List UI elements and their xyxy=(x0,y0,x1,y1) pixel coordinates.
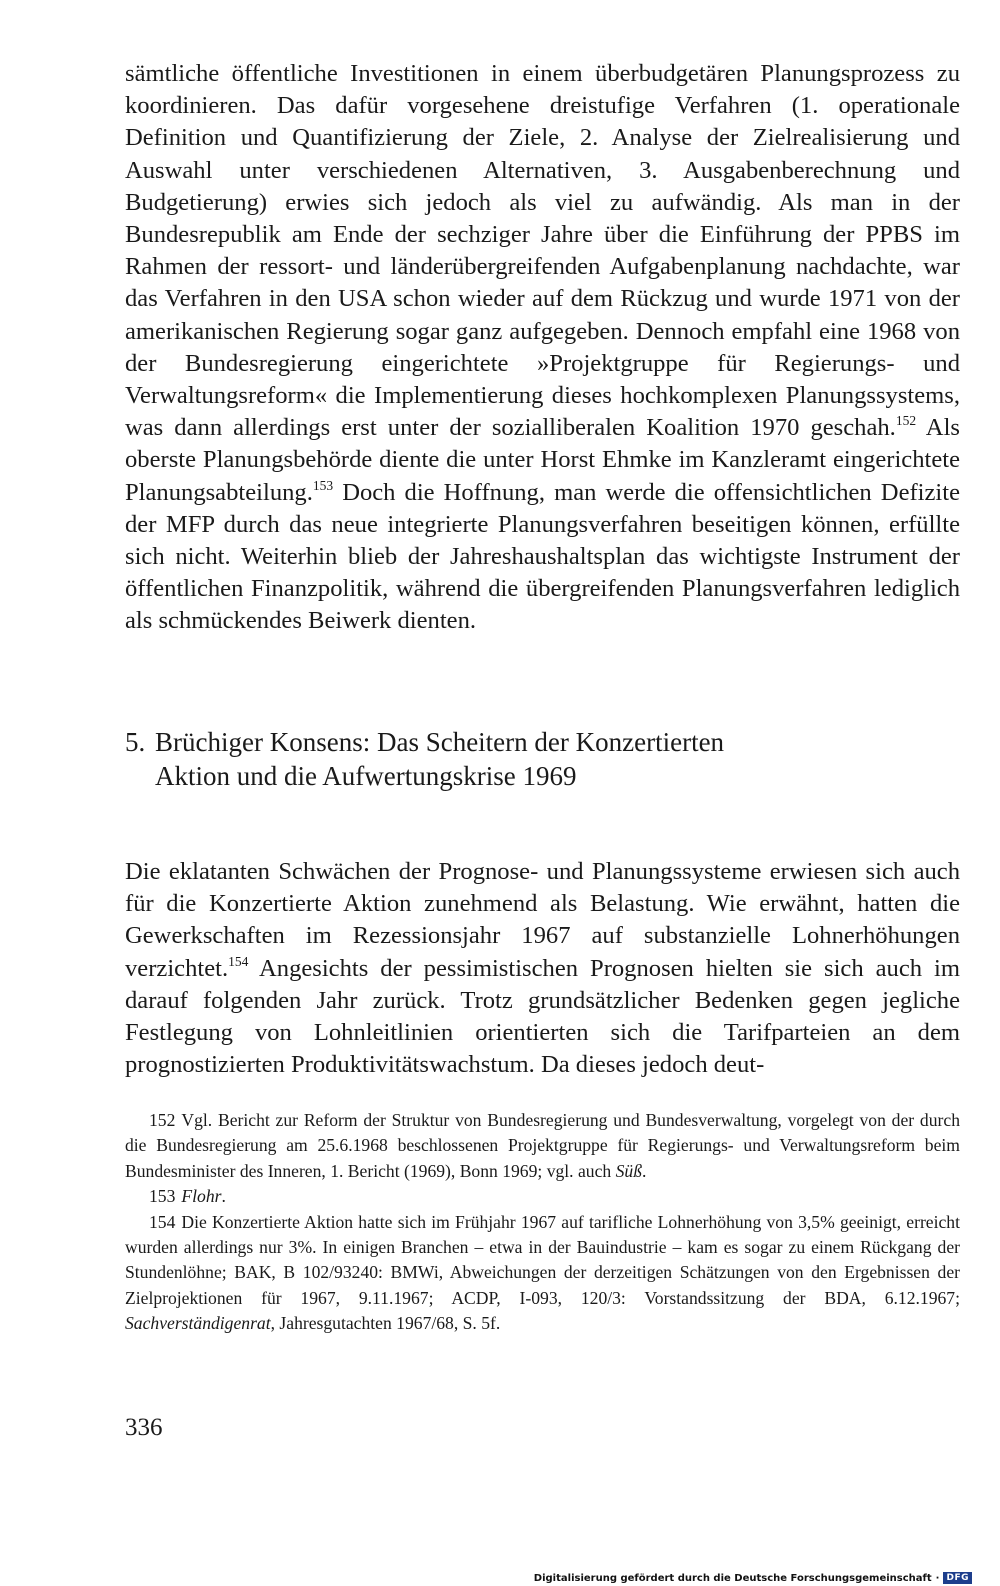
dfg-logo: DFG xyxy=(943,1572,972,1584)
italic-reference: Süß xyxy=(615,1160,642,1181)
footnote-text: Die Konzertierte Aktion hatte sich im Frühjahr 1967 auf tarifliche Lohnerhöhung von 3,5% geeinigt, erreicht wurden allerdings nur 3%. In einigen Branchen – etwa in der Bauindustrie – kam es sogar zu einem Rückgang der Stundenlöhne; BAK, B 102/93240: BMWi, Abweichungen der derzeitigen Schätzungen von den Ergebnissen der Zielprojektionen für 1967, 9.11.1967; ACDP, I-093, 120/3: Vorstandssitzung der BDA, 6.12.1967; Sachverständigenrat, Jahresgutachten 1967/68, S. 5f. xyxy=(125,1211,960,1334)
italic-reference: Flohr xyxy=(181,1186,222,1207)
footnote-text: Vgl. Bericht zur Reform der Struktur von Bundesregierung und Bundesverwaltung, vorgelegt von der durch die Bundesregierung am 25.6.1968 beschlossenen Projektgruppe für Regierungs- und Verwaltungsreform beim Bundesminister des Inneren, 1. Bericht (1969), Bonn 1969; vgl. auch Süß. xyxy=(125,1110,960,1181)
footnote-marker: 154 xyxy=(228,953,249,969)
footnote-154 xyxy=(125,1210,960,1337)
footnote-153 xyxy=(125,1184,960,1209)
footnote-number: 153 xyxy=(149,1186,176,1207)
footnote-number: 152 xyxy=(149,1110,176,1130)
section-number: 5. xyxy=(125,727,146,757)
footnote-marker: 153 xyxy=(312,477,334,493)
section-heading xyxy=(125,725,885,793)
digitization-footer xyxy=(534,1572,972,1584)
footnote-number: 154 xyxy=(149,1211,176,1232)
footnote-marker: 152 xyxy=(895,413,917,429)
page-number: 336 xyxy=(125,1414,163,1441)
section-title-line-2: Aktion und die Aufwertungskrise 1969 xyxy=(155,761,577,791)
footnote-152 xyxy=(125,1108,960,1184)
footer-separator: · xyxy=(935,1572,940,1584)
body-paragraph-top: sämtliche öffentliche Investitionen in einem überbudgetären Planungsprozess zu koordinieren. Das dafür vorgesehene dreistufige Verfahren (1. operationale Definition und Quantifizierung der Ziele, 2. Analyse der Zielrealisierung und Auswahl unter verschiedenen Alternativen, 3. Ausgabenberechnung und Budgetierung) erwies sich jedoch als viel zu aufwändig. Als man in der Bundesrepublik am Ende der sechziger Jahre über die Einführung der PPBS im Rahmen der ressort- und länderübergreifenden Aufgabenplanung nachdachte, war das Verfahren in den USA schon wieder auf dem Rückzug und wurde 1971 von der amerikanischen Regierung sogar ganz aufgegeben. Dennoch empfahl eine 1968 von der Bundesregierung eingerichtete »Projektgruppe für Regierungs- und Verwaltungsreform« die Implementierung dieses hochkomplexen Planungssystems, was dann allerdings erst unter der sozialliberalen Koalition 1970 geschah.$^{152}$ Als oberste Planungsbehörde diente die unter Horst Ehmke im Kanzleramt eingerichtete Planungsabteilung.$^{153}$ Doch die Hoffnung, man werde die offensichtlichen Defizite der MFP durch das neue integrierte Planungsverfahren beseitigen können, erfüllte sich nicht. Weiterhin blieb der Jahreshaushaltsplan das wichtigste Instrument der öffentlichen Finanzpolitik, während die übergreifenden Planungsverfahren lediglich als schmückendes Beiwerk dienten. xyxy=(125,60,960,635)
footnotes xyxy=(125,1108,960,1337)
footnote-text: Flohr. xyxy=(181,1186,226,1207)
footer-text: Digitalisierung gefördert durch die Deutsche Forschungsgemeinschaft xyxy=(533,1572,932,1584)
body-paragraph-second: Die eklatanten Schwächen der Prognose- und Planungssysteme erwiesen sich auch für die Konzertierte Aktion zunehmend als Belastung. Wie erwähnt, hatten die Gewerkschaften im Rezessionsjahr 1967 auf substanzielle Lohnerhöhungen verzichtet.$^{154}$ Angesichts der pessimistischen Prognosen hielten sie sich auch im darauf folgenden Jahr zurück. Trotz grundsätzlicher Bedenken gegen jegliche Festlegung von Lohnleitlinien orientierten sich die Tarifparteien an dem prognostizierten Produktivitätswachstum. Da dieses jedoch deut- xyxy=(125,858,960,1079)
section-title-line-1: Brüchiger Konsens: Das Scheitern der Konzertierten xyxy=(155,727,725,757)
italic-reference: Sachverständigenrat xyxy=(125,1313,271,1334)
